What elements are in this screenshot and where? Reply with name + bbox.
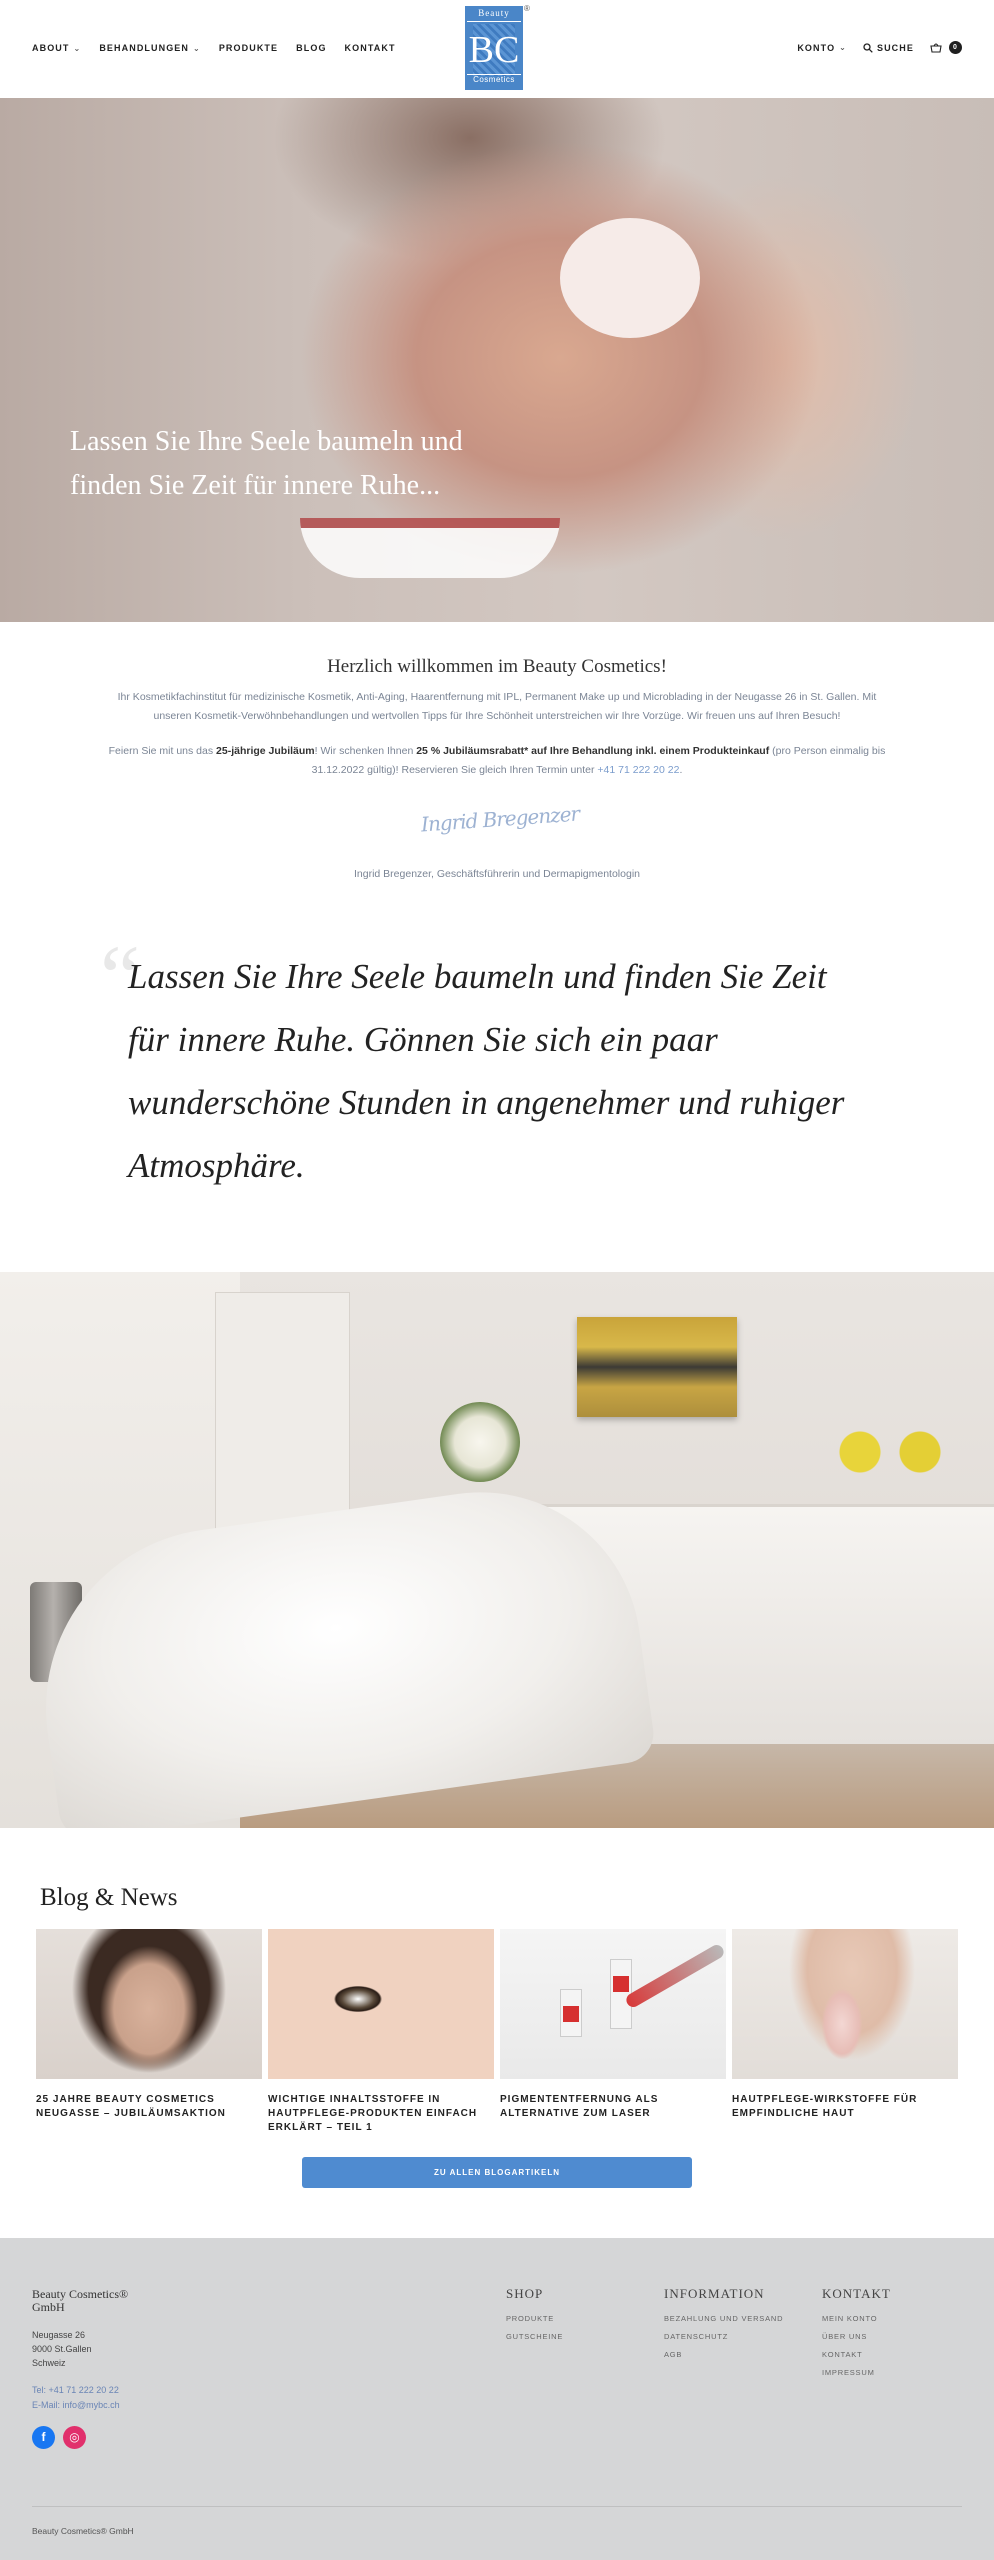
blog-card-title[interactable]: PIGMENTENTFERNUNG ALS ALTERNATIVE ZUM LASER — [500, 2094, 659, 2119]
site-footer — [0, 2238, 994, 2560]
footer-social — [32, 2426, 86, 2449]
footer-link[interactable]: ÜBER UNS — [822, 2332, 868, 2341]
cart-icon — [930, 42, 942, 53]
blog-card-image[interactable] — [268, 1929, 494, 2079]
nav-item-behandlungen[interactable] — [99, 43, 201, 53]
footer-link[interactable]: GUTSCHEINE — [506, 2332, 564, 2341]
facebook-icon[interactable]: f — [32, 2426, 55, 2449]
nav-item-produkte[interactable] — [219, 43, 278, 53]
nav-item-blog[interactable] — [296, 43, 326, 53]
footer-link[interactable]: AGB — [664, 2350, 683, 2359]
site-logo[interactable] — [465, 4, 530, 90]
anniversary-part: . — [679, 764, 683, 776]
footer-phone-link[interactable]: Tel: +41 71 222 20 22 — [32, 2385, 119, 2395]
blog-card-image[interactable] — [500, 1929, 726, 2079]
room-painting — [577, 1317, 737, 1417]
anniversary-text — [100, 742, 894, 780]
anniversary-bold: 25-jährige Jubiläum — [216, 745, 315, 757]
anniversary-part: Feiern Sie mit uns das — [108, 745, 217, 757]
footer-email-link[interactable]: E-Mail: info@mybc.ch — [32, 2400, 120, 2410]
all-blog-posts-button[interactable]: ZU ALLEN BLOGARTIKELN — [302, 2157, 692, 2188]
footer-link[interactable]: PRODUKTE — [506, 2314, 555, 2323]
footer-link[interactable]: DATENSCHUTZ — [664, 2332, 729, 2341]
chevron-down-icon: ⌄ — [73, 43, 82, 53]
blog-card[interactable] — [500, 1929, 726, 2135]
signature-caption: Ingrid Bregenzer, Geschäftsführerin und Dermapigmentologin — [354, 868, 640, 880]
cart-button[interactable] — [930, 41, 962, 54]
blog-card-title[interactable]: 25 JAHRE BEAUTY COSMETICS NEUGASSE – JUBILÄUMSAKTION — [36, 2094, 226, 2119]
cart-count-badge: 0 — [949, 41, 962, 54]
address-line: 9000 St.Gallen — [32, 2344, 92, 2354]
logo-box — [465, 6, 523, 90]
quote-mark-icon: “ — [100, 928, 140, 1027]
nav-label: PRODUKTE — [218, 43, 279, 53]
nav-item-kontakt[interactable] — [345, 43, 396, 53]
utility-nav — [797, 41, 962, 54]
nav-item-about[interactable] — [32, 43, 81, 53]
footer-link[interactable]: MEIN KONTO — [822, 2314, 878, 2323]
footer-copyright: Beauty Cosmetics® GmbH — [32, 2526, 134, 2536]
address-line: Schweiz — [32, 2358, 66, 2368]
product-bottle — [560, 1989, 582, 2037]
feather — [822, 1989, 862, 2059]
anniversary-part: ! Wir schenken Ihnen — [314, 745, 417, 757]
quote-text: Lassen Sie Ihre Seele baumeln und finden Sie Zeit für innere Ruhe. Gönnen Sie sich ein paar wunderschöne Stunden in angenehmer und ruhiger Atmosphäre. — [128, 957, 845, 1185]
anniversary-part: (pro Person einmalig bis 31.12.2022 gültig)! Reservieren Sie gleich Ihren Termin unter — [311, 745, 886, 776]
logo-registered-mark: ® — [524, 4, 530, 13]
footer-address — [32, 2328, 92, 2370]
search-label: SUCHE — [876, 42, 914, 53]
chevron-down-icon: ⌄ — [839, 43, 847, 52]
hero-image-cotton-pad — [560, 218, 700, 338]
main-nav — [32, 43, 396, 53]
welcome-intro: Ihr Kosmetikfachinstitut für medizinische Kosmetik, Anti-Aging, Haarentfernung mit IPL, Permanent Make up und Microblading in der Neugasse 26 in St. Gallen. Mit unseren Kosmetik-Verwöhnbehandlungen und wertvollen Tipps für Ihre Schönheit unterstreichen wir Ihre Vorzüge. Wir freuen uns auf Ihren Besuch! — [117, 691, 877, 722]
search-button[interactable] — [863, 43, 914, 53]
logo-top-text: Beauty — [467, 8, 521, 22]
hero-headline: Lassen Sie Ihre Seele baumeln und finden Sie Zeit für innere Ruhe... — [70, 426, 463, 501]
search-icon — [863, 43, 873, 53]
nav-label: ABOUT — [32, 43, 70, 53]
hero-image-smile — [300, 518, 560, 578]
blog-card[interactable] — [732, 1929, 958, 2135]
footer-column-kontakt — [822, 2286, 891, 2382]
account-menu[interactable] — [797, 43, 847, 53]
footer-link[interactable]: BEZAHLUNG UND VERSAND — [664, 2314, 784, 2323]
site-header — [0, 0, 994, 98]
footer-divider — [32, 2506, 962, 2507]
footer-link[interactable]: KONTAKT — [822, 2350, 863, 2359]
footer-column-heading: KONTAKT — [822, 2286, 891, 2301]
hero-banner — [0, 98, 994, 622]
footer-column-heading: INFORMATION — [664, 2286, 765, 2301]
welcome-title: Herzlich willkommen im Beauty Cosmetics! — [327, 656, 667, 677]
room-lemons — [830, 1412, 950, 1492]
nav-label: KONTAKT — [344, 43, 396, 53]
account-label: KONTO — [797, 42, 836, 53]
phone-link[interactable]: +41 71 222 20 22 — [597, 764, 680, 776]
logo-bottom-text: Cosmetics — [467, 74, 521, 88]
blog-card-title[interactable]: HAUTPFLEGE-WIRKSTOFFE FÜR EMPFINDLICHE HAUT — [732, 2094, 918, 2119]
blog-card[interactable] — [36, 1929, 262, 2135]
footer-column-heading: SHOP — [506, 2286, 544, 2301]
footer-column-shop — [506, 2286, 563, 2346]
discount-bold: 25 % Jubiläumsrabatt* auf Ihre Behandlung inkl. einem Produkteinkauf — [416, 745, 770, 757]
blog-card-title[interactable]: WICHTIGE INHALTSSTOFFE IN HAUTPFLEGE-PRODUKTEN EINFACH ERKLÄRT – TEIL 1 — [268, 2094, 478, 2133]
chevron-down-icon: ⌄ — [193, 43, 201, 53]
blog-grid — [36, 1929, 958, 2135]
nav-label: BLOG — [296, 43, 327, 53]
nav-label: BEHANDLUNGEN — [99, 43, 190, 53]
instagram-icon[interactable]: ◎ — [63, 2426, 86, 2449]
address-line: Neugasse 26 — [32, 2330, 86, 2340]
footer-link[interactable]: IMPRESSUM — [822, 2368, 875, 2377]
footer-contact — [32, 2383, 120, 2413]
blog-card[interactable] — [268, 1929, 494, 2135]
room-flowers — [440, 1402, 520, 1482]
treatment-room-image — [0, 1272, 994, 1828]
footer-column-information — [664, 2286, 783, 2364]
device-pen — [624, 1942, 726, 2009]
footer-company-name: Beauty Cosmetics® GmbH — [32, 2287, 129, 2314]
blog-section-title: Blog & News — [40, 1884, 178, 1911]
blog-card-image[interactable] — [732, 1929, 958, 2079]
logo-mark: BC — [468, 29, 520, 71]
blog-card-image[interactable] — [36, 1929, 262, 2079]
signature-image: Ingrid Bregenzer — [420, 801, 580, 837]
